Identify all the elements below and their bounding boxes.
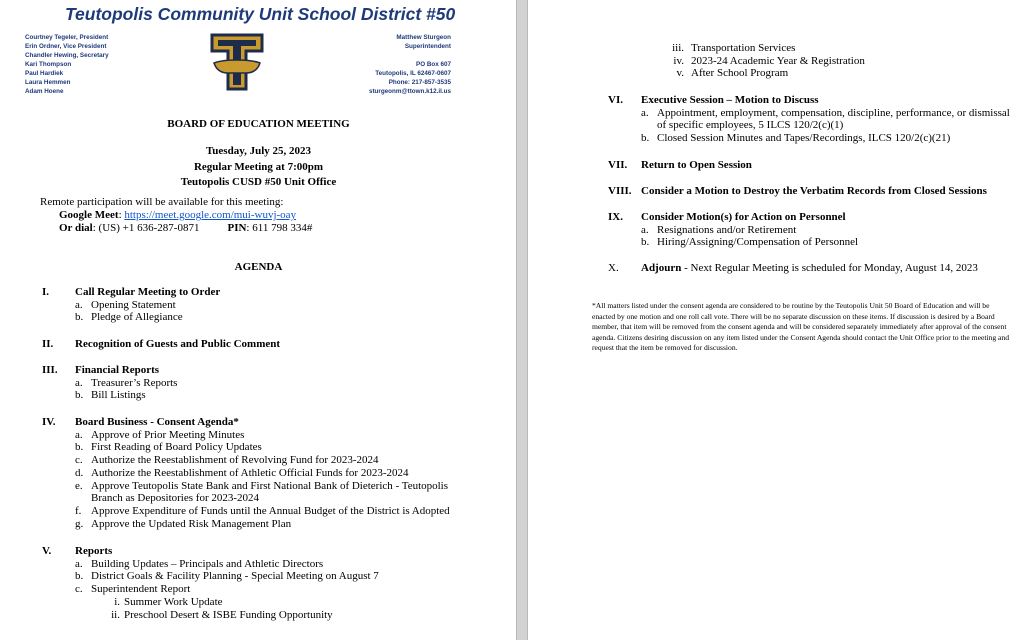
consent-agenda-footnote: *All matters listed under the consent agenda are considered to be routine by the Teutopolis Unit 50 Board of Education and will be enacted by one motion and one roll call vote. There will be no separate discussion on these items. If discussion is desired by a Board member, that item will be removed from the consent agenda and will be considered separately immediately after approval of the consent agenda. Citizens desiring discussion on any item listed under the Consent Agenda should contact the Unit Office prior to the meeting and request that the item be removed for discussion. (592, 301, 1010, 353)
agenda-subitem: b. Pledge of Allegiance (75, 311, 183, 324)
agenda-subitem: a. Appointment, employment, compensation, discipline, performance, or dismissal (641, 106, 1010, 119)
agenda-subitem: a. Resignations and/or Retirement (641, 223, 797, 236)
page-gutter (517, 0, 527, 640)
agenda-subitem: b. First Reading of Board Policy Updates (75, 441, 262, 454)
pin-label: PIN (227, 222, 247, 234)
agenda-subitem: f. Approve Expenditure of Funds until the Annual Budget of the District is Adopted (75, 504, 450, 517)
pin-number: : 611 798 334# (246, 222, 313, 234)
agenda-item-3: III. Financial Reports a. Treasurer’s Reports b. Bill Listings (42, 364, 178, 402)
superintendent-name: Matthew Sturgeon (396, 34, 451, 41)
board-member: Paul Hardiek (25, 70, 64, 77)
remote-participation: Remote participation will be available for this meeting: Google Meet: https://meet.google.com/mui-wuvj-oay Or dial: (US) +1 636-287-0871 PIN: 611 798 334# (40, 196, 313, 234)
agenda-subitem: c. Superintendent Report (75, 583, 191, 596)
agenda-item-8: VIII. Consider a Motion to Destroy the Verbatim Records from Closed Sessions (608, 185, 1018, 198)
agenda-item-title: Consider a Motion to Destroy the Verbatim Records from Closed Sessions (641, 185, 987, 197)
phone-number: Phone: 217-857-3535 (388, 79, 451, 86)
adjourn-note: - Next Regular Meeting is scheduled for Monday, August 14, 2023 (681, 262, 978, 274)
board-member: Laura Hemmen (25, 79, 71, 86)
agenda-subsubitem: iv. 2023-24 Academic Year & Registration (673, 54, 865, 67)
meeting-date: Tuesday, July 25, 2023 (205, 145, 312, 157)
agenda-subsubitem: v. After School Program (676, 67, 789, 80)
remote-intro: Remote participation will be available for this meeting: (40, 196, 284, 208)
meet-label: Google Meet (59, 209, 119, 221)
agenda-item-title: Return to Open Session (641, 159, 752, 171)
agenda-item-title: Adjourn (641, 262, 682, 274)
agenda-subitem-continued: Branch as Depositories for 2023-2024 (91, 492, 260, 505)
agenda-subitem: d. Authorize the Reestablishment of Athletic Official Funds for 2023-2024 (75, 466, 409, 479)
agenda-item-2: II. Recognition of Guests and Public Comment (42, 338, 281, 350)
agenda-item-title: Call Regular Meeting to Order (75, 286, 221, 298)
district-title: Teutopolis Community Unit School District #50 (65, 4, 456, 24)
meeting-time: Regular Meeting at 7:00pm (193, 160, 324, 173)
board-member: Adam Hoene (25, 88, 64, 95)
meeting-title: BOARD OF EDUCATION MEETING (167, 118, 350, 130)
agenda-subitem: a. Approve of Prior Meeting Minutes (75, 428, 245, 441)
board-member: Chandler Hewing, Secretary (25, 52, 109, 59)
agenda-subitem: a. Building Updates – Principals and Athletic Directors (75, 557, 324, 570)
agenda-item-5-continued (528, 42, 938, 80)
address-line: Teutopolis, IL 62467-0607 (375, 70, 451, 77)
agenda-subitem: e. Approve Teutopolis State Bank and First National Bank of Dieterich - Teutopolis (75, 479, 449, 492)
dial-number: : (US) +1 636-287-0871 (92, 222, 200, 234)
agenda-item-title: Executive Session – Motion to Discuss (641, 94, 819, 106)
agenda-subitem: b. Closed Session Minutes and Tapes/Recordings, ILCS 120/2(c)(21) (641, 132, 951, 145)
board-member: Kari Thompson (25, 61, 72, 68)
agenda-item-title: Reports (75, 545, 113, 557)
superintendent-contact (369, 33, 451, 96)
agenda-item-9: IX. Consider Motion(s) for Action on Personnel a. Resignations and/or Retirement b. Hiring/Assigning/Compensation of Personnel (608, 211, 1018, 249)
meeting-location: Teutopolis CUSD #50 Unit Office (180, 176, 337, 188)
email-address: sturgeonm@ttown.k12.il.us (368, 88, 451, 95)
meeting-details (0, 144, 517, 191)
agenda-heading: AGENDA (234, 261, 283, 273)
agenda-subsubitem: iii. Transportation Services (672, 42, 796, 54)
agenda-item-10: X. Adjourn - Next Regular Meeting is scheduled for Monday, August 14, 2023 (608, 262, 978, 274)
agenda-item-title: Financial Reports (75, 364, 160, 376)
agenda-item-5: V. Reports a. Building Updates – Principals and Athletic Directors b. District Goals & Facility Planning - Special Meeting on August 7 c. Superintendent Report i. Summer Work Update ii. Preschool Desert & ISBE Funding Opportunity (42, 545, 379, 621)
agenda-item-4: IV. Board Business - Consent Agenda* a. Approve of Prior Meeting Minutes b. First Reading of Board Policy Updates c. Authorize the Reestablishment of Revolving Fund for 2023-2024 d. Authorize the Reestablishment of Athletic Official Funds for 2023-2024 e. Approve Teutopolis State Bank and First National Bank of Dieterich - Teutopolis Branch as Depositories for 2023-2024 f. Approve Expenditure of Funds until the Annual Budget of the District is Adopted g. Approve the Updated Risk Management Plan (42, 416, 450, 530)
board-member: Courtney Tegeler, President (25, 34, 109, 41)
agenda-subitem: c. Authorize the Reestablishment of Revolving Fund for 2023-2024 (75, 454, 379, 467)
agenda-item-title: Consider Motion(s) for Action on Personnel (641, 211, 846, 223)
agenda-item-6: VI. Executive Session – Motion to Discuss a. Appointment, employment, compensation, discipline, performance, or dismissal of specific employees, 5 ILCS 120/2(c)(1) b. Closed Session Minutes and Tapes/Recordings, ILCS 120/2(c)(21) (608, 94, 1018, 145)
superintendent-title: Superintendent (404, 43, 451, 50)
board-members-list (25, 33, 109, 96)
google-meet-link[interactable]: https://meet.google.com/mui-wuvj-oay (124, 209, 297, 221)
agenda-item-title: Recognition of Guests and Public Comment (75, 338, 281, 350)
district-logo-icon (210, 33, 264, 91)
agenda-subitem: b. District Goals & Facility Planning - Special Meeting on August 7 (75, 570, 379, 583)
agenda-subitem: b. Hiring/Assigning/Compensation of Personnel (641, 236, 859, 249)
agenda-subitem: a. Treasurer’s Reports (75, 376, 178, 389)
agenda-subitem: b. Bill Listings (75, 389, 146, 402)
agenda-item-title: Board Business - Consent Agenda* (75, 416, 239, 428)
agenda-subitem-continued: of specific employees, 5 ILCS 120/2(c)(1) (657, 119, 844, 132)
agenda-subitem: g. Approve the Updated Risk Management Plan (75, 517, 292, 530)
agenda-subsubitem: i. Summer Work Update (114, 595, 223, 608)
agenda-item-1: I. Call Regular Meeting to Order a. Opening Statement b. Pledge of Allegiance (42, 286, 221, 324)
agenda-item-7: VII. Return to Open Session (608, 159, 1018, 172)
dial-label: Or dial (59, 222, 93, 234)
agenda-subitem: a. Opening Statement (75, 298, 176, 311)
agenda-subsubitem: ii. Preschool Desert & ISBE Funding Opportunity (111, 608, 333, 621)
board-member: Erin Ordner, Vice President (25, 43, 107, 50)
address-line: PO Box 607 (416, 61, 451, 68)
